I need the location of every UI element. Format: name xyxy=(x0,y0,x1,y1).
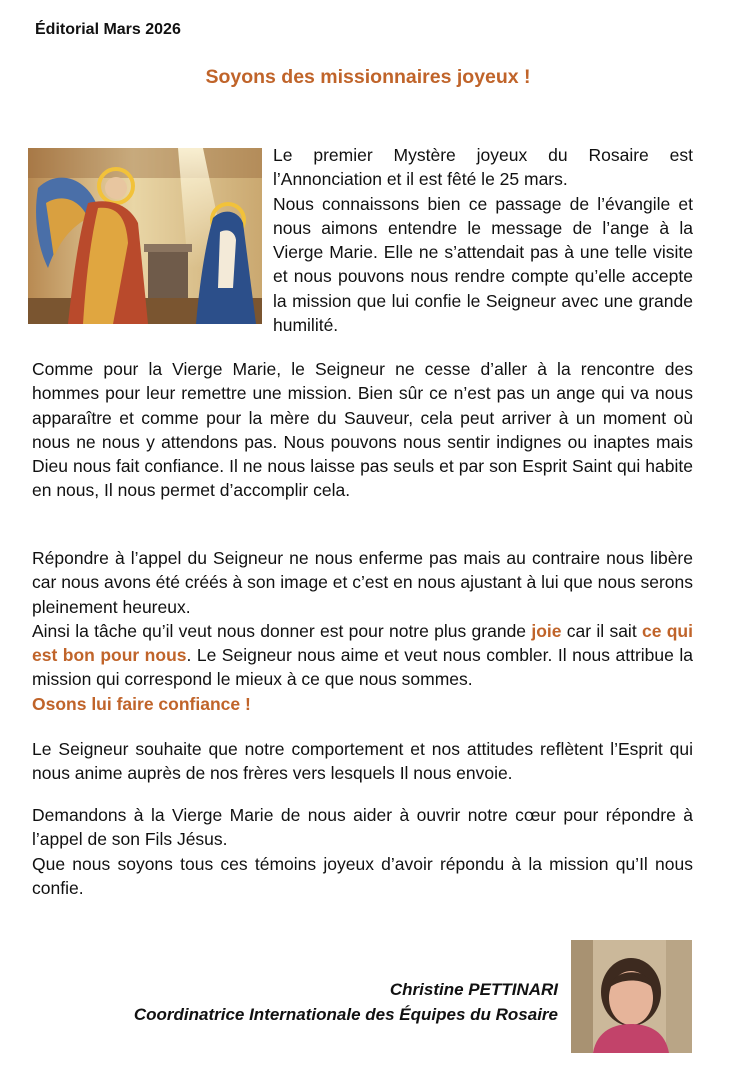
highlight-joie: joie xyxy=(531,620,562,641)
author-portrait-photo xyxy=(571,940,692,1053)
paragraph-3-text: Le Seigneur souhaite que notre comportement et nos attitudes reflètent l’Esprit qui nous anime auprès de nos frères vers lesquels Il nous envoie. xyxy=(32,739,693,784)
paragraph-4 xyxy=(32,803,693,900)
signature-block xyxy=(134,977,558,1027)
intro-line-1: Le premier Mystère joyeux du Rosaire est l’Annonciation et il est fêté le 25 mars. xyxy=(273,145,693,190)
paragraph-2-line-2 xyxy=(32,619,693,692)
intro-line-2: Nous connaissons bien ce passage de l’évangile et nous aimons entendre le message de l’ange à la Vierge Marie. Elle ne s’attendait pas à une telle visite et nous pouvons nous rendre compte qu’elle accepte la mission que lui confie le Seigneur avec une grande humilité. xyxy=(273,193,693,336)
paragraph-2-text-c: . Le Seigneur nous aime et veut nous combler. Il nous attribue la mission qui correspond le mieux à ce que nous sommes. xyxy=(32,645,693,690)
paragraph-1 xyxy=(32,357,693,503)
highlight-bon-pour-nous: ce qui est bon pour nous xyxy=(32,620,693,666)
paragraph-2 xyxy=(32,546,693,716)
paragraph-2-text-b: car il sait xyxy=(561,620,642,641)
annunciation-painting-svg xyxy=(28,148,262,324)
highlight-osons-confiance: Osons lui faire confiance ! xyxy=(32,693,251,714)
paragraph-3 xyxy=(32,737,693,786)
editorial-date-label: Éditorial Mars 2026 xyxy=(35,21,181,38)
annunciation-painting-image xyxy=(28,148,262,324)
author-name: Christine PETTINARI xyxy=(389,980,558,999)
author-portrait-svg xyxy=(571,940,692,1053)
author-role: Coordinatrice Internationale des Équipes du Rosaire xyxy=(133,1005,558,1024)
page-title: Soyons des missionnaires joyeux ! xyxy=(205,66,531,88)
paragraph-1-text: Comme pour la Vierge Marie, le Seigneur ne cesse d’aller à la rencontre des hommes pour leur remettre une mission. Bien sûr ce n’est pas un ange qui va nous apparaître et comme pour la mère du Sauveur, cela peut arriver à un moment où nous ne nous y attendons pas. Nous pouvons nous sentir indignes ou inaptes mais Dieu nous fait confiance. Il ne nous laisse pas seuls et par son Esprit Saint qui habite en nous, Il nous permet d’accomplir cela. xyxy=(32,359,693,501)
paragraph-4-line-2: Que nous soyons tous ces témoins joyeux d’avoir répondu à la mission qu’Il nous confie. xyxy=(32,853,693,898)
paragraph-2-line-1: Répondre à l’appel du Seigneur ne nous enferme pas mais au contraire nous libère car nous avons été créés à son image et c’est en nous ajustant à lui que nous serons pleinement heureux. xyxy=(32,548,693,617)
paragraph-2-text-a: Ainsi la tâche qu’il veut nous donner est pour notre plus grande xyxy=(32,620,532,641)
intro-paragraph xyxy=(273,143,693,337)
paragraph-4-line-1: Demandons à la Vierge Marie de nous aider à ouvrir notre cœur pour répondre à l’appel de son Fils Jésus. xyxy=(32,805,693,850)
